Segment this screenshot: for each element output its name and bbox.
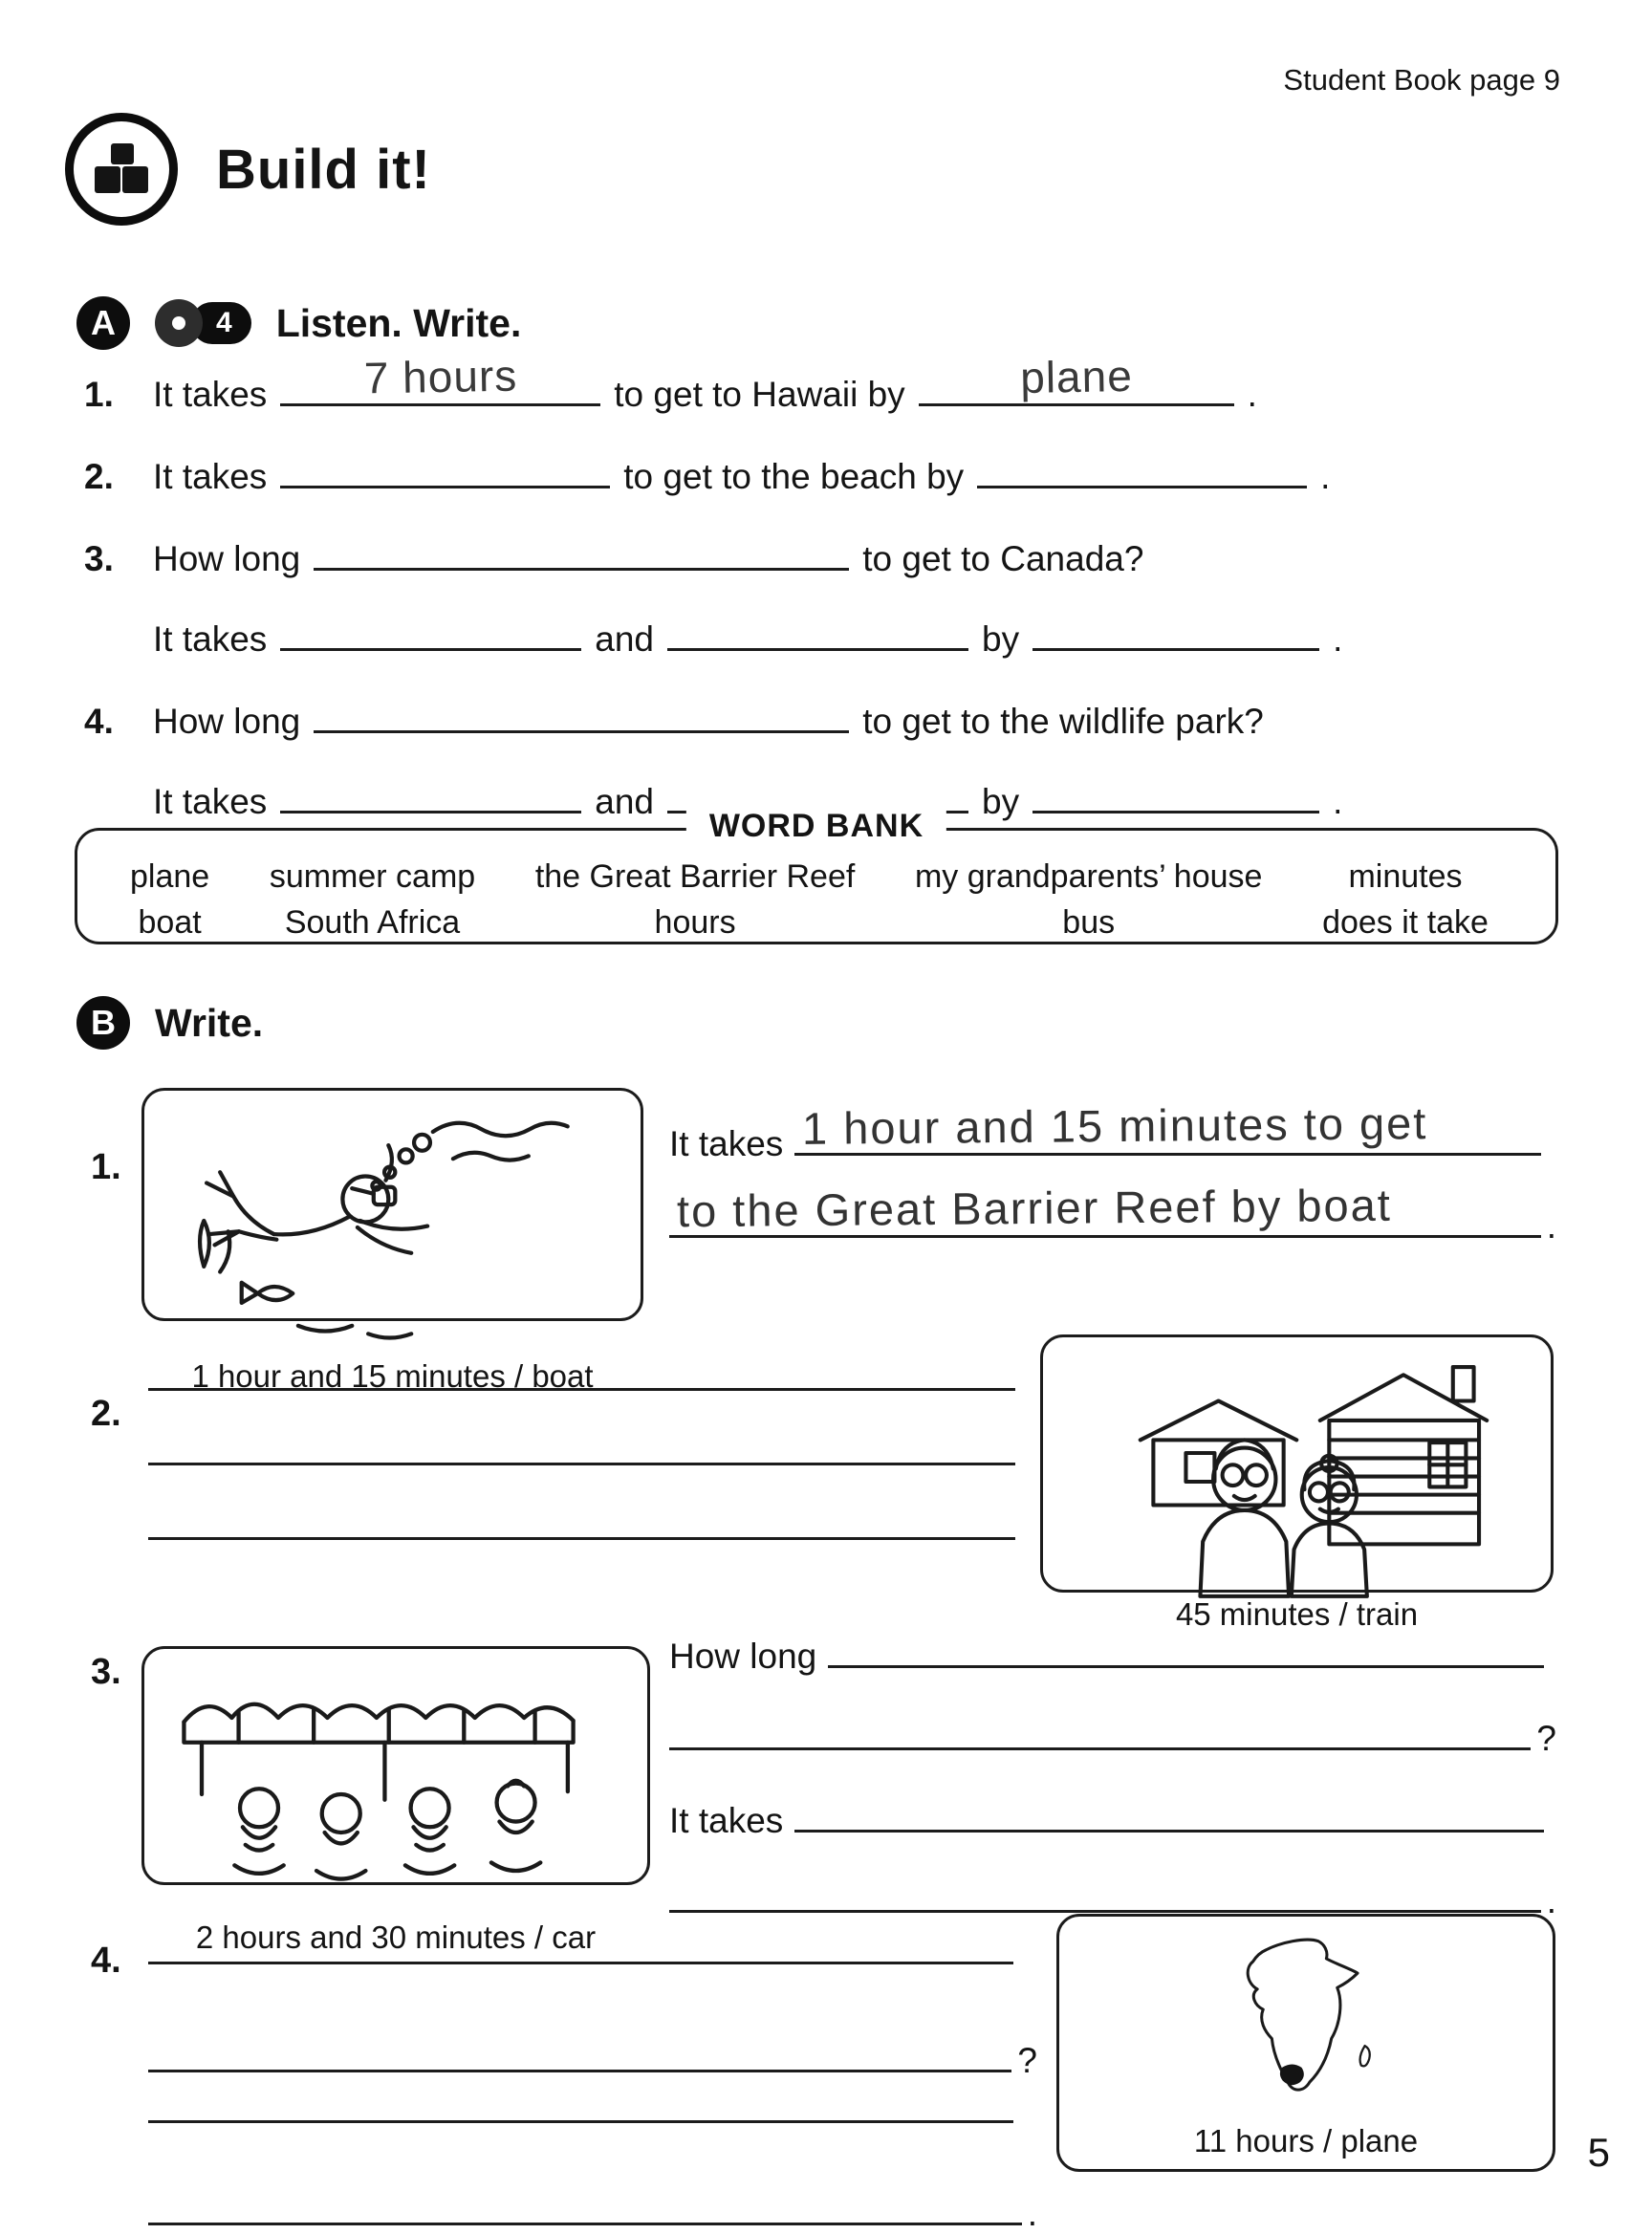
page-title: Build it! [216, 138, 431, 201]
b2-line-1 [148, 1388, 1015, 1391]
item-number: 3. [91, 1652, 121, 1692]
page-number: 5 [1587, 2130, 1610, 2175]
punctuation: . [1333, 782, 1343, 821]
word-bank-term: my grandparents’ house [914, 858, 1263, 895]
word-bank-term: plane [130, 858, 210, 895]
picture-caption: 45 minutes / train [1175, 1595, 1419, 1632]
handwritten-answer: 7 hours [363, 350, 518, 403]
grandparents-house-illustration [1062, 1349, 1532, 1596]
answer-blank[interactable] [667, 648, 968, 651]
word-bank-column [1322, 854, 1489, 945]
answer-blank[interactable] [280, 648, 581, 651]
item-number: 2. [91, 1394, 121, 1434]
static-text: to get to the wildlife park? [862, 702, 1264, 741]
punctuation: . [1546, 1206, 1556, 1246]
cd-track-icon [155, 299, 251, 347]
item-number: 4. [84, 702, 114, 741]
b3-question-line-2 [669, 1719, 1556, 1759]
word-bank-column [915, 854, 1263, 945]
word-bank-term: South Africa [284, 904, 461, 941]
static-text: It takes [153, 375, 268, 414]
blocks-icon [87, 140, 156, 199]
writing-line[interactable] [794, 1097, 1541, 1156]
static-text: It takes [153, 457, 268, 496]
picture-caption: 11 hours / plane [1193, 2123, 1419, 2158]
writing-line[interactable] [148, 1962, 1013, 1964]
answer-blank[interactable] [1032, 648, 1319, 651]
picture-box-grandparents [1040, 1334, 1554, 1632]
static-text: How long [153, 702, 301, 741]
static-text: to get to Hawaii by [614, 375, 905, 414]
punctuation: ? [1017, 2041, 1037, 2080]
item-number: 3. [84, 539, 114, 578]
item-number: 1. [91, 1147, 121, 1187]
static-text: It takes [153, 782, 268, 821]
answer-blank[interactable] [977, 486, 1307, 488]
section-b-header [76, 996, 263, 1050]
word-bank-term: bus [1062, 904, 1116, 941]
handwritten-answer: to the Great Barrier Reef by boat [676, 1179, 1393, 1237]
static-text: by [982, 782, 1020, 821]
section-a-badge: A [76, 296, 130, 350]
word-bank-term: the Great Barrier Reef [534, 858, 856, 895]
word-bank [75, 808, 1558, 944]
b2-line-2 [148, 1463, 1015, 1465]
writing-line[interactable] [669, 1910, 1541, 1913]
b4-line-4 [148, 2194, 1037, 2234]
word-bank-column [535, 854, 855, 945]
item-number: 2. [84, 457, 114, 496]
static-text: by [982, 619, 1020, 659]
kids-in-car-illustration [163, 1660, 628, 1920]
snorkeler-illustration [163, 1102, 621, 1358]
b2-line-3 [148, 1537, 1015, 1540]
static-text: to get to Canada? [862, 539, 1144, 578]
writing-line[interactable] [669, 1747, 1531, 1750]
africa-map-illustration [1078, 1928, 1533, 2110]
header-note: Student Book page 9 [1283, 63, 1560, 97]
static-text: It takes [153, 619, 268, 659]
picture-caption: 1 hour and 15 minutes / boat [191, 1357, 594, 1394]
word-bank-title: WORD BANK [686, 808, 946, 845]
section-a-instruction: Listen. Write. [275, 300, 522, 345]
picture-caption: 2 hours and 30 minutes / car [195, 1920, 597, 1956]
word-bank-term: summer camp [269, 858, 476, 895]
a-item-2 [84, 457, 1595, 497]
writing-line[interactable] [148, 1537, 1015, 1540]
static-text: How long [153, 539, 301, 578]
answer-blank[interactable] [314, 568, 849, 571]
word-bank-term: hours [654, 904, 736, 941]
picture-box-africa-map [1056, 1914, 1555, 2172]
item-number: 1. [84, 375, 114, 414]
answer-blank[interactable] [919, 350, 1234, 406]
punctuation: . [1320, 457, 1331, 496]
answer-blank[interactable] [280, 350, 600, 406]
b1-answer-line-2 [669, 1179, 1556, 1247]
answer-blank[interactable] [1032, 811, 1319, 813]
writing-line[interactable] [148, 2120, 1013, 2123]
word-bank-column [270, 854, 475, 945]
a-item-3-question [84, 539, 1595, 579]
static-text: and [595, 782, 655, 821]
handwritten-answer: plane [1019, 350, 1133, 403]
punctuation: . [1546, 1881, 1556, 1920]
build-it-logo-icon [65, 113, 178, 226]
static-text: It takes [669, 1124, 784, 1163]
b4-line-1 [148, 1962, 1013, 1964]
word-bank-columns [77, 831, 1555, 945]
title-row [65, 113, 431, 226]
writing-line[interactable] [148, 2223, 1022, 2225]
word-bank-term: minutes [1348, 858, 1463, 895]
writing-line[interactable] [828, 1665, 1544, 1668]
static-text: It takes [669, 1801, 784, 1840]
word-bank-term: does it take [1322, 904, 1489, 941]
b1-answer-line-1 [669, 1097, 1541, 1164]
punctuation: . [1027, 2194, 1037, 2233]
cd-disc-icon [155, 299, 203, 347]
answer-blank[interactable] [280, 486, 610, 488]
item-number: 4. [91, 1941, 121, 1981]
static-text: How long [669, 1637, 817, 1676]
track-number: 4 [191, 302, 251, 344]
writing-line[interactable] [148, 1388, 1015, 1391]
static-text: and [595, 619, 655, 659]
writing-line[interactable] [669, 1179, 1541, 1238]
answer-blank[interactable] [280, 811, 581, 813]
writing-line[interactable] [148, 1463, 1015, 1465]
answer-blank[interactable] [314, 730, 849, 733]
a-item-4-question [84, 702, 1595, 742]
punctuation: . [1247, 375, 1257, 414]
punctuation: ? [1536, 1719, 1556, 1758]
section-b-badge: B [76, 996, 130, 1050]
handwritten-answer: 1 hour and 15 minutes to get [802, 1097, 1428, 1154]
picture-box-car [141, 1646, 650, 1956]
b4-line-2 [148, 2041, 1037, 2081]
punctuation: . [1333, 619, 1343, 659]
picture-box-snorkeler [141, 1088, 643, 1394]
static-text: to get to the beach by [623, 457, 965, 496]
writing-line[interactable] [794, 1830, 1544, 1833]
section-b-instruction: Write. [155, 1000, 264, 1045]
b3-answer-line-1 [669, 1801, 1544, 1841]
b3-question-line-1 [669, 1637, 1544, 1677]
a-item-3-answer [84, 619, 1595, 660]
writing-line[interactable] [148, 2070, 1011, 2072]
b4-line-3 [148, 2120, 1013, 2123]
section-a-header [76, 296, 521, 350]
word-bank-column [130, 854, 209, 945]
word-bank-term: boat [138, 904, 202, 941]
a-item-1 [84, 350, 1595, 415]
